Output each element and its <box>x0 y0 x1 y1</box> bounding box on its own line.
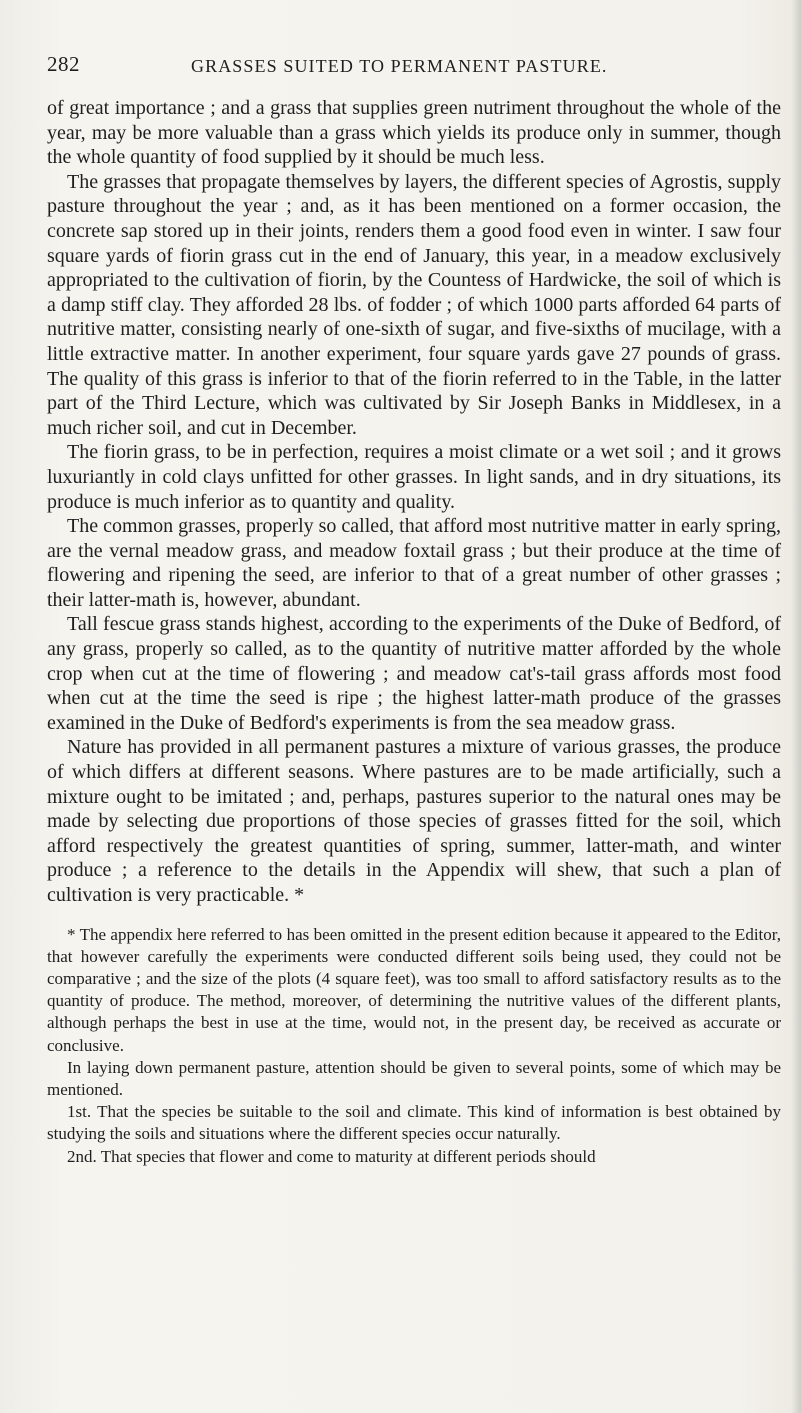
body-text <box>47 96 781 908</box>
page-edge-shadow <box>791 0 801 1413</box>
page-content <box>47 96 781 1168</box>
body-paragraph: Tall fescue grass stands highest, according to the experiments of the Duke of Bedford, of any grass, properly so called, as to the quantity of nutritive matter afforded by the whole crop when cut at the time of flowering ; and meadow cat's-tail grass affords most food when cut at the time the seed is ripe ; the highest latter-math produce of the grasses examined in the Duke of Bedford's experiments is from the sea meadow grass. <box>47 613 781 734</box>
footnote-paragraph: * The appendix here referred to has been omitted in the present edition because it appeared to the Editor, that however carefully the experiments were conducted different soils being used, they could not be comparative ; and the size of the plots (4 square feet), was too small to afford satisfactory results as to the quantity of produce. The method, moreover, of determining the nutritive values of the different plants, although perhaps the best in use at the time, would not, in the present day, be received as accurate or conclusive. <box>47 924 781 1055</box>
body-paragraph: The common grasses, properly so called, that afford most nutritive matter in early spring, are the vernal meadow grass, and meadow foxtail grass ; but their produce at the time of flowering and ripening the seed, are inferior to that of a great number of other grasses ; their latter-math is, however, abundant. <box>47 515 781 611</box>
body-paragraph: Nature has provided in all permanent pastures a mixture of various grasses, the produce of which differs at different seasons. Where pastures are to be made artificially, such a mixture ought to be imitated ; and, perhaps, pastures superior to the natural ones may be made by selecting due proportions of those species of grasses fitted for the soil, which afford respectively the greatest quantities of spring, summer, latter-math, and winter produce ; a reference to the details in the Appendix will shew, that such a plan of cultivation is very practicable. * <box>47 736 781 906</box>
footnote-paragraph: 1st. That the species be suitable to the soil and climate. This kind of information is best obtained by studying the soils and situations where the different species occur naturally. <box>47 1102 781 1144</box>
footnote-paragraph: In laying down permanent pasture, attention should be given to several points, some of which may be mentioned. <box>47 1057 781 1100</box>
body-paragraph: The grasses that propagate themselves by layers, the different species of Agrostis, supply pasture throughout the year ; and, as it has been mentioned on a former occasion, the concrete sap stored up in their joints, renders them a good food even in winter. I saw four square yards of fiorin grass cut in the end of January, this year, in a meadow exclusively appropriated to the cultivation of fiorin, by the Countess of Hardwicke, the soil of which is a damp stiff clay. They afforded 28 lbs. of fodder ; of which 1000 parts afforded 64 parts of nutritive matter, consisting nearly of one-sixth of sugar, and five-sixths of mucilage, with a little extractive matter. In another experiment, four square yards gave 27 pounds of grass. The quality of this grass is inferior to that of the fiorin referred to in the Table, in the latter part of the Third Lecture, which was cultivated by Sir Joseph Banks in Middlesex, in a much richer soil, and cut in December. <box>47 170 781 439</box>
running-title: GRASSES SUITED TO PERMANENT PASTURE. <box>191 56 608 76</box>
body-paragraph: of great importance ; and a grass that supplies green nutriment throughout the whole of the year, may be more valuable than a grass which yields its produce only in summer, though the whole quantity of food supplied by it should be much less. <box>47 97 781 169</box>
footnotes <box>47 924 781 1168</box>
running-head <box>47 52 781 82</box>
page-number: 282 <box>47 52 80 76</box>
footnote-paragraph: 2nd. That species that flower and come to maturity at different periods should <box>67 1146 596 1166</box>
body-paragraph: The fiorin grass, to be in perfection, requires a moist climate or a wet soil ; and it grows luxuriantly in cold clays unfitted for other grasses. In light sands, and in dry situations, its produce is much inferior as to quantity and quality. <box>47 441 781 513</box>
